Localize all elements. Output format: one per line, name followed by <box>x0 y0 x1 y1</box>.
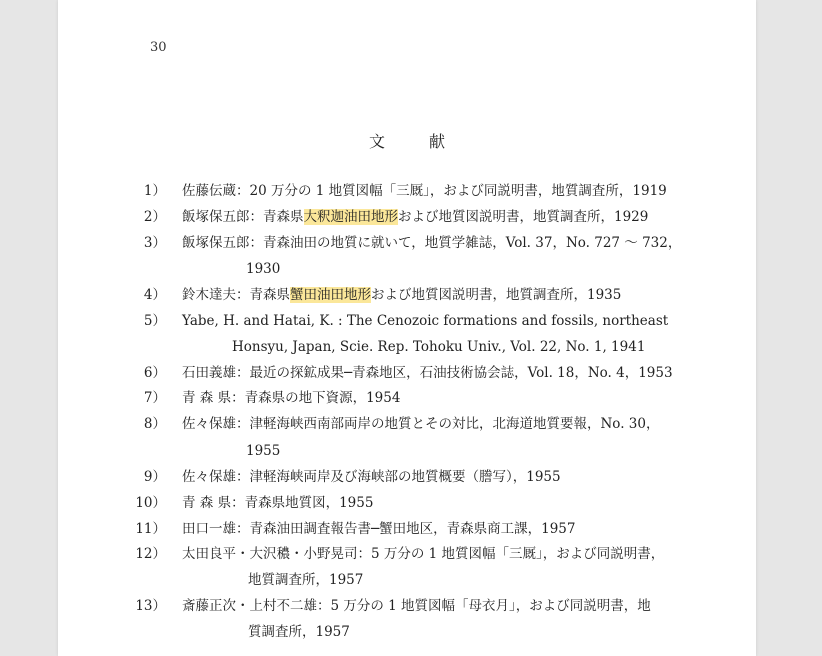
reference-number: 13） <box>135 598 166 614</box>
reference-text: および地質図説明書，地質調査所，1929 <box>398 209 649 225</box>
reference-item <box>135 490 374 516</box>
reference-text: 1955 <box>246 443 281 459</box>
reference-text: 地質調査所，1957 <box>248 572 364 588</box>
reference-number: 2） <box>143 209 166 225</box>
reference-text: 質調査所，1957 <box>248 624 350 640</box>
reference-text: 佐々保雄：津軽海峡両岸及び海峡部の地質概要（謄写），1955 <box>182 469 561 485</box>
reference-number: 1） <box>143 183 166 199</box>
reference-item <box>143 411 660 437</box>
reference-item <box>135 593 651 619</box>
reference-item <box>143 464 561 490</box>
reference-continuation <box>246 256 280 282</box>
reference-item <box>135 541 665 567</box>
reference-number: 6） <box>143 365 166 381</box>
document-page <box>58 0 756 656</box>
highlighted-text: 大釈迦油田地形 <box>303 209 398 225</box>
reference-number: 9） <box>143 469 166 485</box>
reference-number: 4） <box>143 287 166 303</box>
reference-number: 3） <box>143 235 166 251</box>
reference-number: 7） <box>143 390 166 406</box>
reference-number: 10） <box>135 495 166 511</box>
reference-text: 佐藤伝蔵：20 万分の 1 地質図幅「三厩」，および同説明書，地質調査所，1919 <box>182 183 667 199</box>
page-number: 30 <box>150 40 167 55</box>
reference-continuation <box>232 334 645 360</box>
reference-text: 飯塚保五郎：青森県 <box>182 209 304 225</box>
reference-number: 11） <box>135 521 166 537</box>
reference-text: 石田義雄：最近の探鉱成果─青森地区，石油技術協会誌，Vol. 18，No. 4，1953 <box>182 365 673 381</box>
reference-continuation <box>248 567 363 593</box>
reference-text: 飯塚保五郎：青森油田の地質に就いて，地質学雑誌，Vol. 37，No. 727 ～ 732， <box>182 235 682 251</box>
reference-number: 8） <box>143 416 166 432</box>
reference-item <box>143 308 669 334</box>
reference-text: Yabe, H. and Hatai, K. : The Cenozoic formations and fossils, northeast <box>182 313 669 329</box>
reference-text: 田口一雄：青森油田調査報告書─蟹田地区，青森県商工課，1957 <box>182 521 576 537</box>
references-heading: 文献 <box>368 132 489 151</box>
reference-item <box>143 204 649 230</box>
reference-text: 太田良平・大沢穠・小野晃司：5 万分の 1 地質図幅「三厩」，および同説明書， <box>182 546 665 562</box>
reference-item <box>143 178 667 204</box>
reference-text: 青 森 県：青森県の地下資源，1954 <box>182 390 401 406</box>
reference-number: 12） <box>135 546 166 562</box>
reference-item <box>143 360 673 386</box>
reference-item <box>135 516 576 542</box>
reference-text: 鈴木達夫：青森県 <box>182 287 290 303</box>
reference-number: 5） <box>143 313 166 329</box>
reference-text: 斎藤正次・上村不二雄：5 万分の 1 地質図幅「母衣月」，および同説明書，地 <box>182 598 651 614</box>
reference-continuation <box>248 619 350 645</box>
reference-item <box>143 230 682 256</box>
reference-text: 1930 <box>246 261 281 277</box>
reference-text: 青 森 県：青森県地質図，1955 <box>182 495 374 511</box>
highlighted-text: 蟹田油田地形 <box>290 287 371 303</box>
reference-text: および地質図説明書，地質調査所，1935 <box>371 287 622 303</box>
reference-text: 佐々保雄：津軽海峡西南部両岸の地質とその対比，北海道地質要報，No. 30， <box>182 416 660 432</box>
reference-item <box>143 282 622 308</box>
reference-text: Honsyu, Japan, Scie. Rep. Tohoku Univ., Vol. 22, No. 1, 1941 <box>232 339 646 355</box>
reference-item <box>143 385 401 411</box>
reference-continuation <box>246 438 280 464</box>
